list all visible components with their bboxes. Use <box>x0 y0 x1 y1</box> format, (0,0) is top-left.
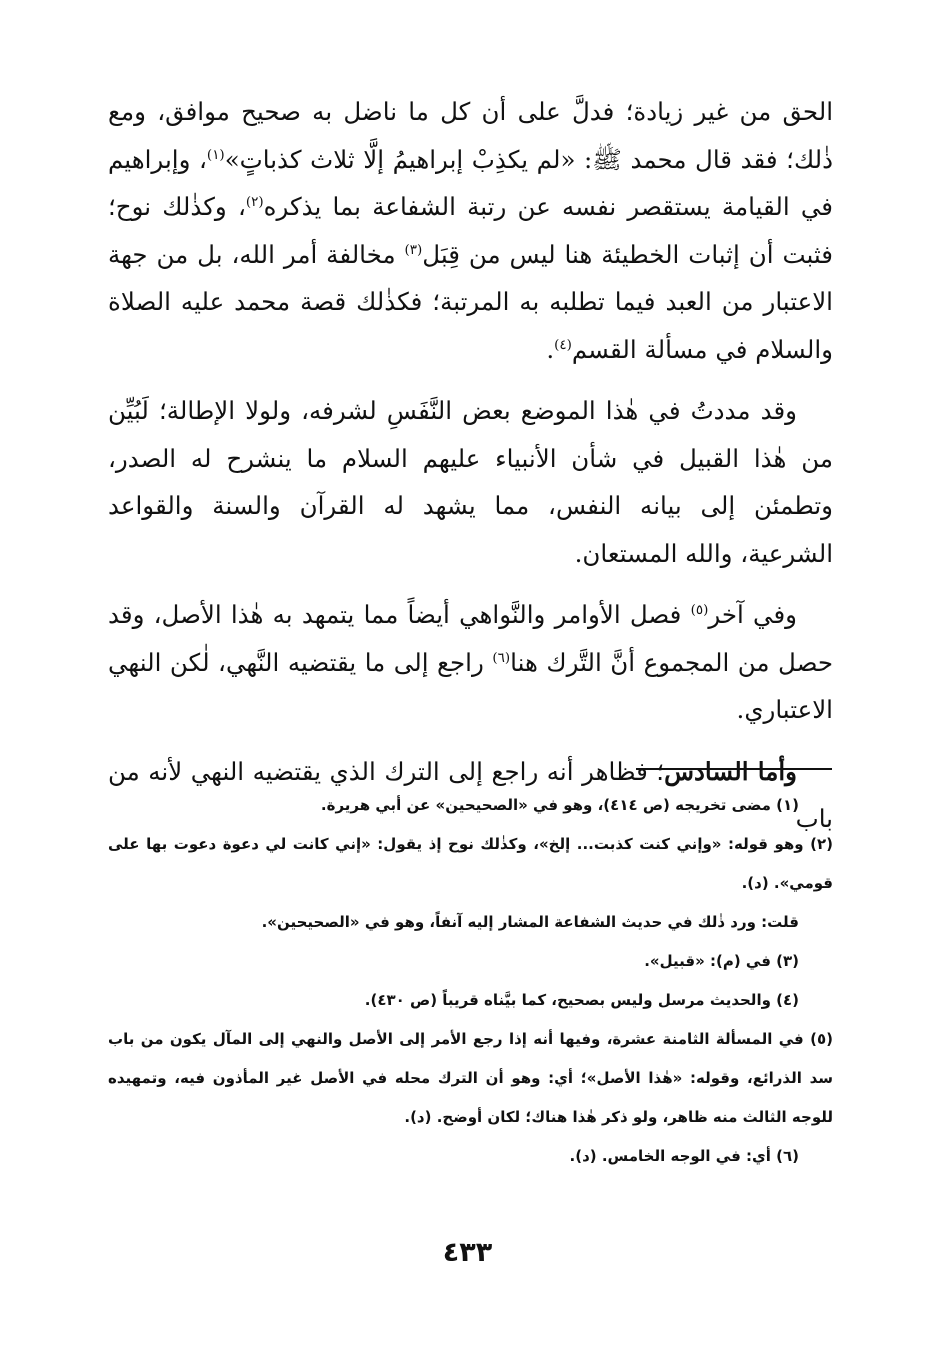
text-run: فصل الأوامر والنَّواهي أيضاً مما يتمهد به هٰذا الأصل، وقد حصل من المجموع أنَّ التَّرك هنا <box>108 600 833 677</box>
footnote-ref-3[interactable]: (٣) <box>404 241 423 258</box>
footnote-ref-2[interactable]: (٢) <box>245 193 264 210</box>
footnote-5: (٥) في المسألة الثامنة عشرة، وفيها أنه إذا رجع الأمر إلى الأصل والنهي إلى المآل يكون من باب سد الذرائع، وقوله: «هٰذا الأصل»؛ أي: وهو أن الترك محله في الأصل غير المأذون فيه، وتمهيده للوجه الثالث منه ظاهر، ولو ذكر هٰذا هناك؛ لكان أوضح. (د). <box>108 1030 833 1126</box>
text-run: راجع إلى ما يقتضيه النَّهي، لٰكن النهي الاعتباري. <box>108 647 833 724</box>
footnote-2: (٢) وهو قوله: «وإني كنت كذبت... إلخ»، وكذٰلك نوح إذ يقول: «إني كانت لي دعوة دعوت بها على قومي». (د). <box>108 835 833 892</box>
footnote-ref-5[interactable]: (٥) <box>690 601 709 618</box>
paragraph-3 <box>108 591 833 734</box>
footnote-ref-6[interactable]: (٦) <box>492 649 511 666</box>
footnote-separator <box>636 768 832 770</box>
text-run: الحق من غير زيادة؛ فدلَّ على أن كل ما ناضل به صحيح موافق، ومع ذٰلك؛ فقد قال محمد ﷺ: «لم يكذِبْ إبراهيمُ إلَّا ثلاث كذباتٍ» <box>108 97 833 174</box>
main-text <box>108 88 833 857</box>
text-run: ، وكذٰلك نوح؛ فثبت أن إثبات الخطيئة هنا ليس من قِبَل <box>108 192 834 269</box>
section-heading-inline: وأما السادس <box>664 756 797 786</box>
footnote-1: (١) مضى تخريجه (ص ٤١٤)، وهو في «الصحيحين» عن أبي هريرة. <box>320 796 799 814</box>
paragraph-2: وقد مددتُ في هٰذا الموضع بعض النَّفَسِ لشرفه، ولولا الإطالة؛ لَبُيِّن من هٰذا القبيل في شأن الأنبياء عليهم السلام ما ينشرح له الصدر، وتطمئن إلى بيانه النفس، مما يشهد له القرآن والسنة والقواعد الشرعية، والله المستعان. <box>108 396 833 568</box>
footnote-6: (٦) أي: في الوجه الخامس. (د). <box>569 1147 799 1165</box>
text-run: . <box>546 334 555 364</box>
paragraph-1 <box>108 88 833 373</box>
footnote-4: (٤) والحديث مرسل وليس بصحيح، كما بيَّناه قريباً (ص ٤٣٠). <box>364 991 799 1009</box>
text-run: ؛ فظاهر أنه راجع إلى الترك الذي يقتضيه النهي لأنه من باب <box>108 756 833 833</box>
text-run: وفي آخر <box>708 600 797 629</box>
text-run: مخالفة أمر الله، بل من جهة الاعتبار من العبد فيما تطلبه به المرتبة؛ فكذٰلك قصة محمد عليه الصلاة والسلام في مسألة القسم <box>108 239 833 364</box>
footnotes <box>108 786 833 1176</box>
footnote-ref-1[interactable]: (١) <box>206 146 225 163</box>
page-number: ٤٣٣ <box>442 1237 493 1268</box>
footnote-ref-4[interactable]: (٤) <box>554 336 572 353</box>
footnote-2-comment: قلت: ورد ذٰلك في حديث الشفاعة المشار إليه آنفاً، وهو في «الصحيحين». <box>261 913 799 931</box>
text-run: ، وإبراهيم في القيامة يستقصر نفسه عن رتبة الشفاعة بما يذكره <box>108 144 833 221</box>
footnote-3: (٣) في (م): «قبيل». <box>644 952 799 970</box>
